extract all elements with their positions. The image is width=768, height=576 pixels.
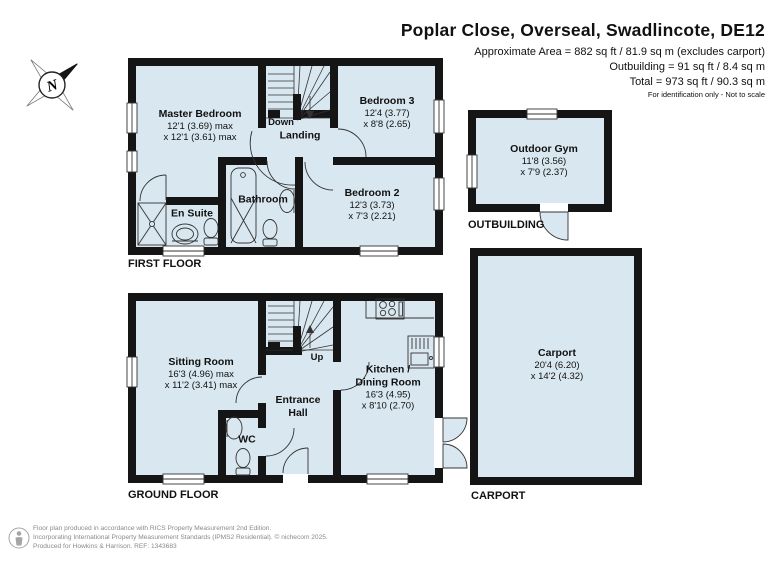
area-line-3: Total = 973 sq ft / 90.3 sq m (629, 76, 765, 88)
room-label-wc: WC (238, 433, 256, 446)
room-label-bedroom-2: Bedroom 2 12'3 (3.73) x 7'3 (2.21) (344, 187, 400, 223)
compass-n: N (44, 77, 61, 96)
room-label-landing: Landing (279, 129, 321, 142)
area-line-1: Approximate Area = 882 sq ft / 81.9 sq m (excludes carport) (474, 46, 765, 58)
scale-note: For identification only - Not to scale (647, 90, 765, 99)
stairs-label-down: Down (268, 117, 294, 129)
footer-line-3: Produced for Howkins & Harrison. REF: 1343683 (33, 543, 177, 550)
room-label-en-suite: En Suite (170, 207, 214, 220)
room-label-kitchen-dining: Kitchen / Dining Room 16'3 (4.95) x 8'10 (2.70) (355, 363, 421, 412)
room-label-bathroom: Bathroom (238, 193, 288, 206)
room-label-master-bedroom: Master Bedroom 12'1 (3.69) max x 12'1 (3.61) max (158, 108, 242, 144)
floor-label-ground: GROUND FLOOR (128, 489, 219, 501)
room-label-outdoor-gym: Outdoor Gym 11'8 (3.56) x 7'9 (2.37) (510, 143, 578, 179)
page-title: Poplar Close, Overseal, Swadlincote, DE12 (400, 20, 765, 40)
floor-label-carport: CARPORT (471, 490, 526, 502)
compass-icon (27, 60, 78, 111)
room-label-entrance-hall: Entrance Hall (275, 394, 321, 419)
stairs-label-up: Up (310, 352, 324, 364)
footer-line-1: Floor plan produced in accordance with RICS Property Measurement 2nd Edition. (33, 525, 272, 532)
room-label-carport: Carport 20'4 (6.20) x 14'2 (4.32) (530, 347, 584, 383)
first-floor-plan (127, 58, 444, 256)
area-line-2: Outbuilding = 91 sq ft / 8.4 sq m (609, 61, 765, 73)
footer-line-2: Incorporating International Property Measurement Standards (IPMS2 Residential). © nichecom 2025. (33, 534, 328, 541)
room-label-bedroom-3: Bedroom 3 12'4 (3.77) x 8'8 (2.65) (359, 95, 415, 131)
floor-label-first: FIRST FLOOR (128, 258, 202, 270)
room-label-sitting-room: Sitting Room 16'3 (4.96) max x 11'2 (3.41) max (164, 356, 238, 392)
nichecom-logo-icon (9, 528, 29, 548)
floor-label-outbuilding: OUTBUILDING (468, 219, 545, 231)
